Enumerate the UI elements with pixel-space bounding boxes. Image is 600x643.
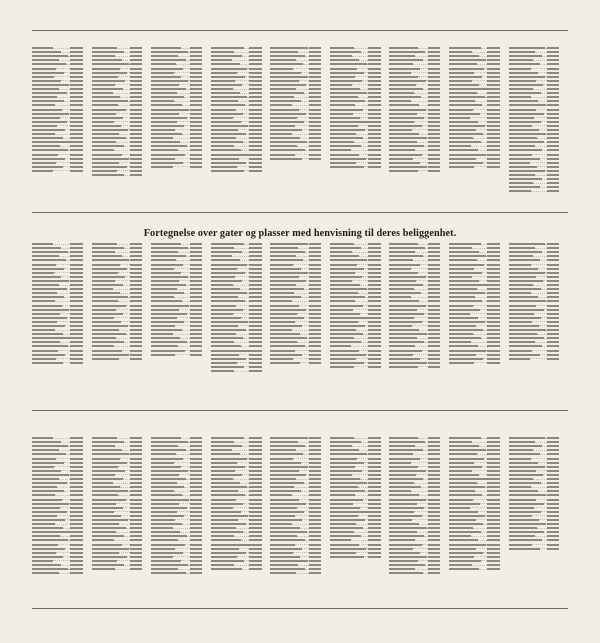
index-section-3 — [32, 436, 568, 576]
index-entry — [151, 456, 208, 460]
index-entry — [92, 173, 149, 177]
index-entry — [330, 555, 387, 559]
index-entry — [92, 112, 149, 116]
index-entry — [32, 348, 89, 352]
index-entry — [509, 189, 566, 193]
index-column — [270, 242, 330, 382]
index-entry — [270, 497, 327, 501]
index-entry — [330, 165, 387, 169]
index-entry — [92, 152, 149, 156]
index-entry — [92, 502, 149, 506]
index-column — [449, 46, 509, 216]
index-column — [32, 46, 92, 216]
index-entry — [389, 456, 446, 460]
index-entry — [92, 107, 149, 111]
index-column — [270, 436, 330, 576]
index-entry — [151, 308, 208, 312]
index-entry — [389, 107, 446, 111]
index-entry — [389, 365, 446, 369]
index-entry — [509, 107, 566, 111]
index-entry — [270, 112, 327, 116]
index-entry — [151, 262, 208, 266]
index-entry — [32, 152, 89, 156]
index-entry — [211, 262, 268, 266]
index-entry — [389, 169, 446, 173]
index-entry — [211, 152, 268, 156]
index-entry — [270, 262, 327, 266]
index-entry — [330, 152, 387, 156]
index-entry — [151, 497, 208, 501]
index-entry — [389, 348, 446, 352]
divider — [32, 30, 568, 31]
index-entry — [151, 348, 208, 352]
index-entry — [92, 66, 149, 70]
index-column — [389, 242, 449, 382]
index-entry — [211, 107, 268, 111]
index-entry — [151, 571, 208, 575]
index-entry — [92, 308, 149, 312]
index-entry — [151, 353, 208, 357]
index-entry — [270, 348, 327, 352]
index-entry — [509, 357, 566, 361]
index-entry — [92, 542, 149, 546]
index-section-2 — [32, 242, 568, 382]
index-entry — [449, 152, 506, 156]
index-entry — [32, 262, 89, 266]
index-entry — [389, 66, 446, 70]
index-entry — [211, 169, 268, 173]
index-entry — [270, 361, 327, 365]
page-title: Fortegnelse over gater og plasser med henvisning til deres beliggenhet. — [143, 228, 457, 239]
index-entry — [449, 456, 506, 460]
index-column — [389, 46, 449, 216]
index-column — [211, 436, 271, 576]
index-entry — [32, 66, 89, 70]
index-entry — [449, 542, 506, 546]
index-entry — [211, 66, 268, 70]
index-entry — [330, 308, 387, 312]
index-entry — [151, 303, 208, 307]
index-entry — [330, 262, 387, 266]
index-entry — [92, 497, 149, 501]
index-entry — [330, 542, 387, 546]
index-entry — [92, 262, 149, 266]
index-entry — [509, 456, 566, 460]
index-entry — [151, 66, 208, 70]
index-entry — [449, 165, 506, 169]
index-entry — [389, 542, 446, 546]
index-column — [32, 436, 92, 576]
index-entry — [32, 502, 89, 506]
index-column — [330, 436, 390, 576]
index-entry — [211, 456, 268, 460]
index-entry — [270, 303, 327, 307]
divider — [32, 212, 568, 213]
index-entry — [211, 502, 268, 506]
index-entry — [330, 497, 387, 501]
index-entry — [449, 567, 506, 571]
index-section-1 — [32, 46, 568, 216]
index-entry — [151, 107, 208, 111]
index-entry — [449, 107, 506, 111]
index-entry — [330, 107, 387, 111]
index-entry — [32, 308, 89, 312]
index-entry — [270, 152, 327, 156]
index-entry — [151, 112, 208, 116]
index-entry — [449, 308, 506, 312]
index-entry — [32, 361, 89, 365]
index-entry — [151, 165, 208, 169]
index-entry — [330, 365, 387, 369]
index-column — [509, 46, 569, 216]
index-entry — [211, 112, 268, 116]
index-column — [151, 242, 211, 382]
index-entry — [509, 303, 566, 307]
index-entry — [32, 497, 89, 501]
index-entry — [211, 497, 268, 501]
index-entry — [509, 152, 566, 156]
index-entry — [92, 456, 149, 460]
index-entry — [509, 112, 566, 116]
index-column — [389, 436, 449, 576]
index-entry — [270, 157, 327, 161]
index-entry — [32, 571, 89, 575]
index-column — [509, 436, 569, 576]
index-entry — [32, 303, 89, 307]
index-entry — [270, 542, 327, 546]
index-entry — [32, 169, 89, 173]
index-entry — [92, 348, 149, 352]
index-entry — [270, 107, 327, 111]
index-entry — [92, 357, 149, 361]
index-column — [509, 242, 569, 382]
index-entry — [449, 497, 506, 501]
index-entry — [211, 369, 268, 373]
index-entry — [211, 567, 268, 571]
index-column — [32, 242, 92, 382]
index-entry — [330, 66, 387, 70]
index-entry — [270, 502, 327, 506]
index-entry — [330, 456, 387, 460]
index-column — [92, 242, 152, 382]
index-entry — [389, 262, 446, 266]
index-entry — [151, 502, 208, 506]
index-column — [92, 46, 152, 216]
index-entry — [92, 303, 149, 307]
index-column — [211, 242, 271, 382]
index-entry — [151, 152, 208, 156]
index-column — [151, 436, 211, 576]
index-entry — [509, 308, 566, 312]
index-entry — [211, 348, 268, 352]
index-entry — [509, 66, 566, 70]
index-entry — [32, 456, 89, 460]
index-entry — [389, 502, 446, 506]
index-entry — [449, 348, 506, 352]
index-entry — [509, 547, 566, 551]
index-column — [449, 436, 509, 576]
divider — [32, 410, 568, 411]
index-entry — [449, 303, 506, 307]
divider — [32, 608, 568, 609]
index-entry — [330, 348, 387, 352]
index-entry — [211, 308, 268, 312]
index-entry — [389, 112, 446, 116]
index-entry — [509, 348, 566, 352]
index-entry — [211, 542, 268, 546]
index-column — [270, 46, 330, 216]
index-column — [92, 436, 152, 576]
index-entry — [449, 66, 506, 70]
index-entry — [449, 502, 506, 506]
index-entry — [151, 542, 208, 546]
index-entry — [270, 571, 327, 575]
index-column — [330, 242, 390, 382]
index-entry — [449, 262, 506, 266]
index-entry — [389, 308, 446, 312]
index-entry — [449, 112, 506, 116]
index-column — [449, 242, 509, 382]
index-column — [211, 46, 271, 216]
index-entry — [389, 571, 446, 575]
index-entry — [270, 308, 327, 312]
index-entry — [509, 497, 566, 501]
index-entry — [509, 542, 566, 546]
index-entry — [32, 112, 89, 116]
index-entry — [270, 66, 327, 70]
index-entry — [32, 107, 89, 111]
index-entry — [389, 152, 446, 156]
index-entry — [509, 262, 566, 266]
index-column — [330, 46, 390, 216]
index-entry — [449, 361, 506, 365]
index-entry — [330, 112, 387, 116]
index-entry — [92, 567, 149, 571]
index-entry — [211, 303, 268, 307]
index-entry — [389, 497, 446, 501]
index-entry — [389, 303, 446, 307]
index-entry — [330, 303, 387, 307]
index-entry — [270, 456, 327, 460]
index-entry — [32, 542, 89, 546]
index-entry — [330, 502, 387, 506]
index-column — [151, 46, 211, 216]
index-entry — [509, 502, 566, 506]
